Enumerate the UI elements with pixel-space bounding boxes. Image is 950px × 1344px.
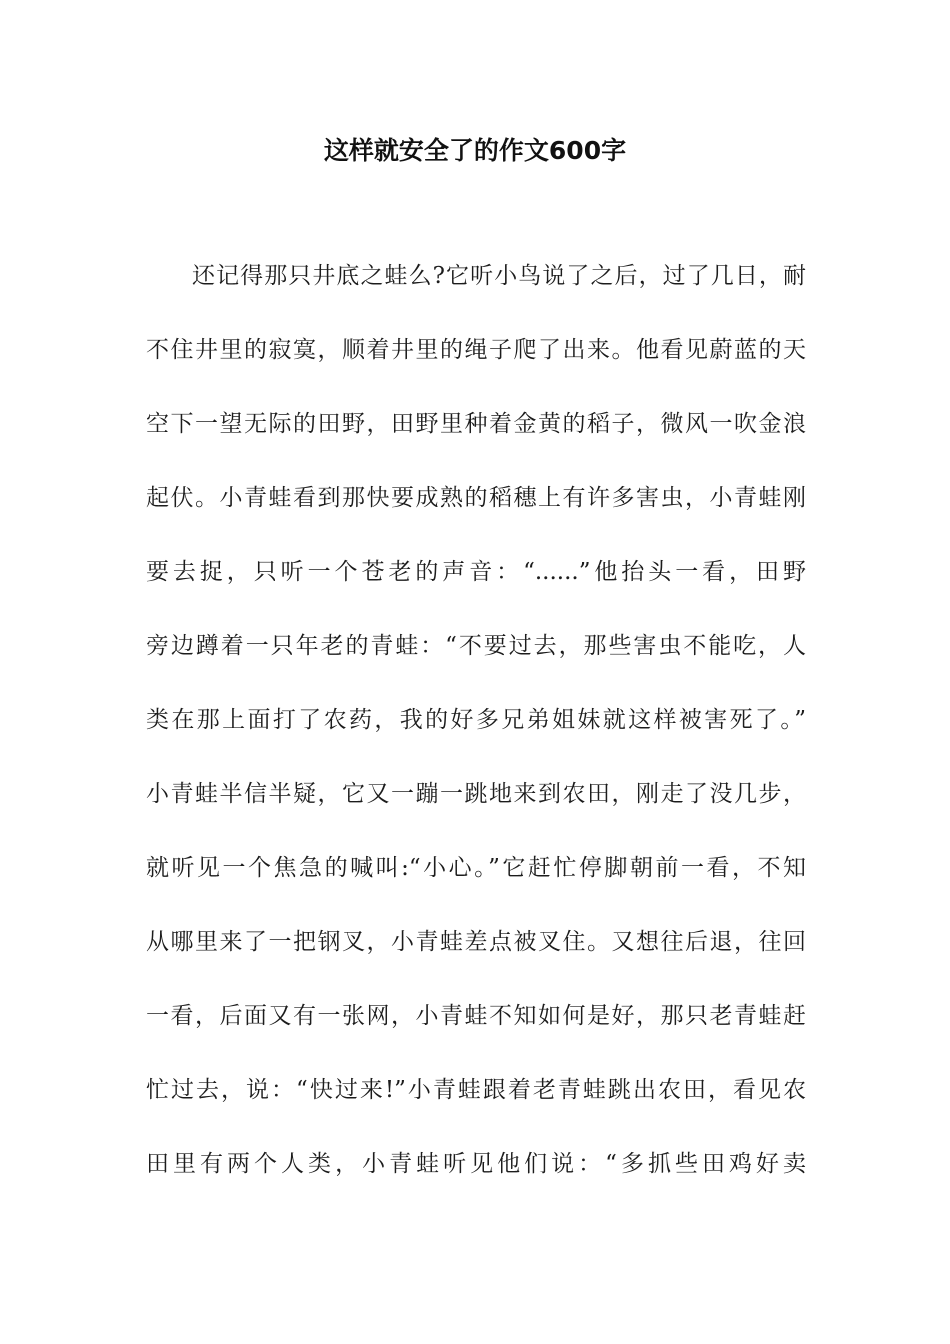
essay-line: 类在那上面打了农药，我的好多兄弟姐妹就这样被害死了。” [146,707,806,733]
essay-line: 不住井里的寂寞，顺着井里的绳子爬了出来。他看见蔚蓝的天 [146,337,806,363]
document-title: 这样就安全了的作文600字 [323,136,627,165]
essay-line: 从哪里来了一把钢叉，小青蛙差点被叉住。又想往后退，往回 [146,929,806,955]
essay-line: 要去捉，只听一个苍老的声音：“......”他抬头一看，田野 [146,559,806,585]
essay-line: 田里有两个人类，小青蛙听见他们说：“多抓些田鸡好卖 [146,1151,806,1177]
essay-body [146,256,806,1218]
essay-line: 一看，后面又有一张网，小青蛙不知如何是好，那只老青蛙赶 [146,1003,806,1029]
essay-line: 忙过去，说：“快过来!”小青蛙跟着老青蛙跳出农田，看见农 [146,1077,806,1103]
essay-line: 还记得那只井底之蛙么?它听小鸟说了之后，过了几日，耐 [192,263,806,289]
essay-line: 小青蛙半信半疑，它又一蹦一跳地来到农田，刚走了没几步， [146,781,806,807]
essay-line: 旁边蹲着一只年老的青蛙：“不要过去，那些害虫不能吃，人 [146,633,806,659]
essay-line: 就听见一个焦急的喊叫:“小心。”它赶忙停脚朝前一看，不知 [146,855,806,881]
essay-line: 起伏。小青蛙看到那快要成熟的稻穗上有许多害虫，小青蛙刚 [146,485,806,511]
essay-line: 空下一望无际的田野，田野里种着金黄的稻子，微风一吹金浪 [146,411,806,437]
